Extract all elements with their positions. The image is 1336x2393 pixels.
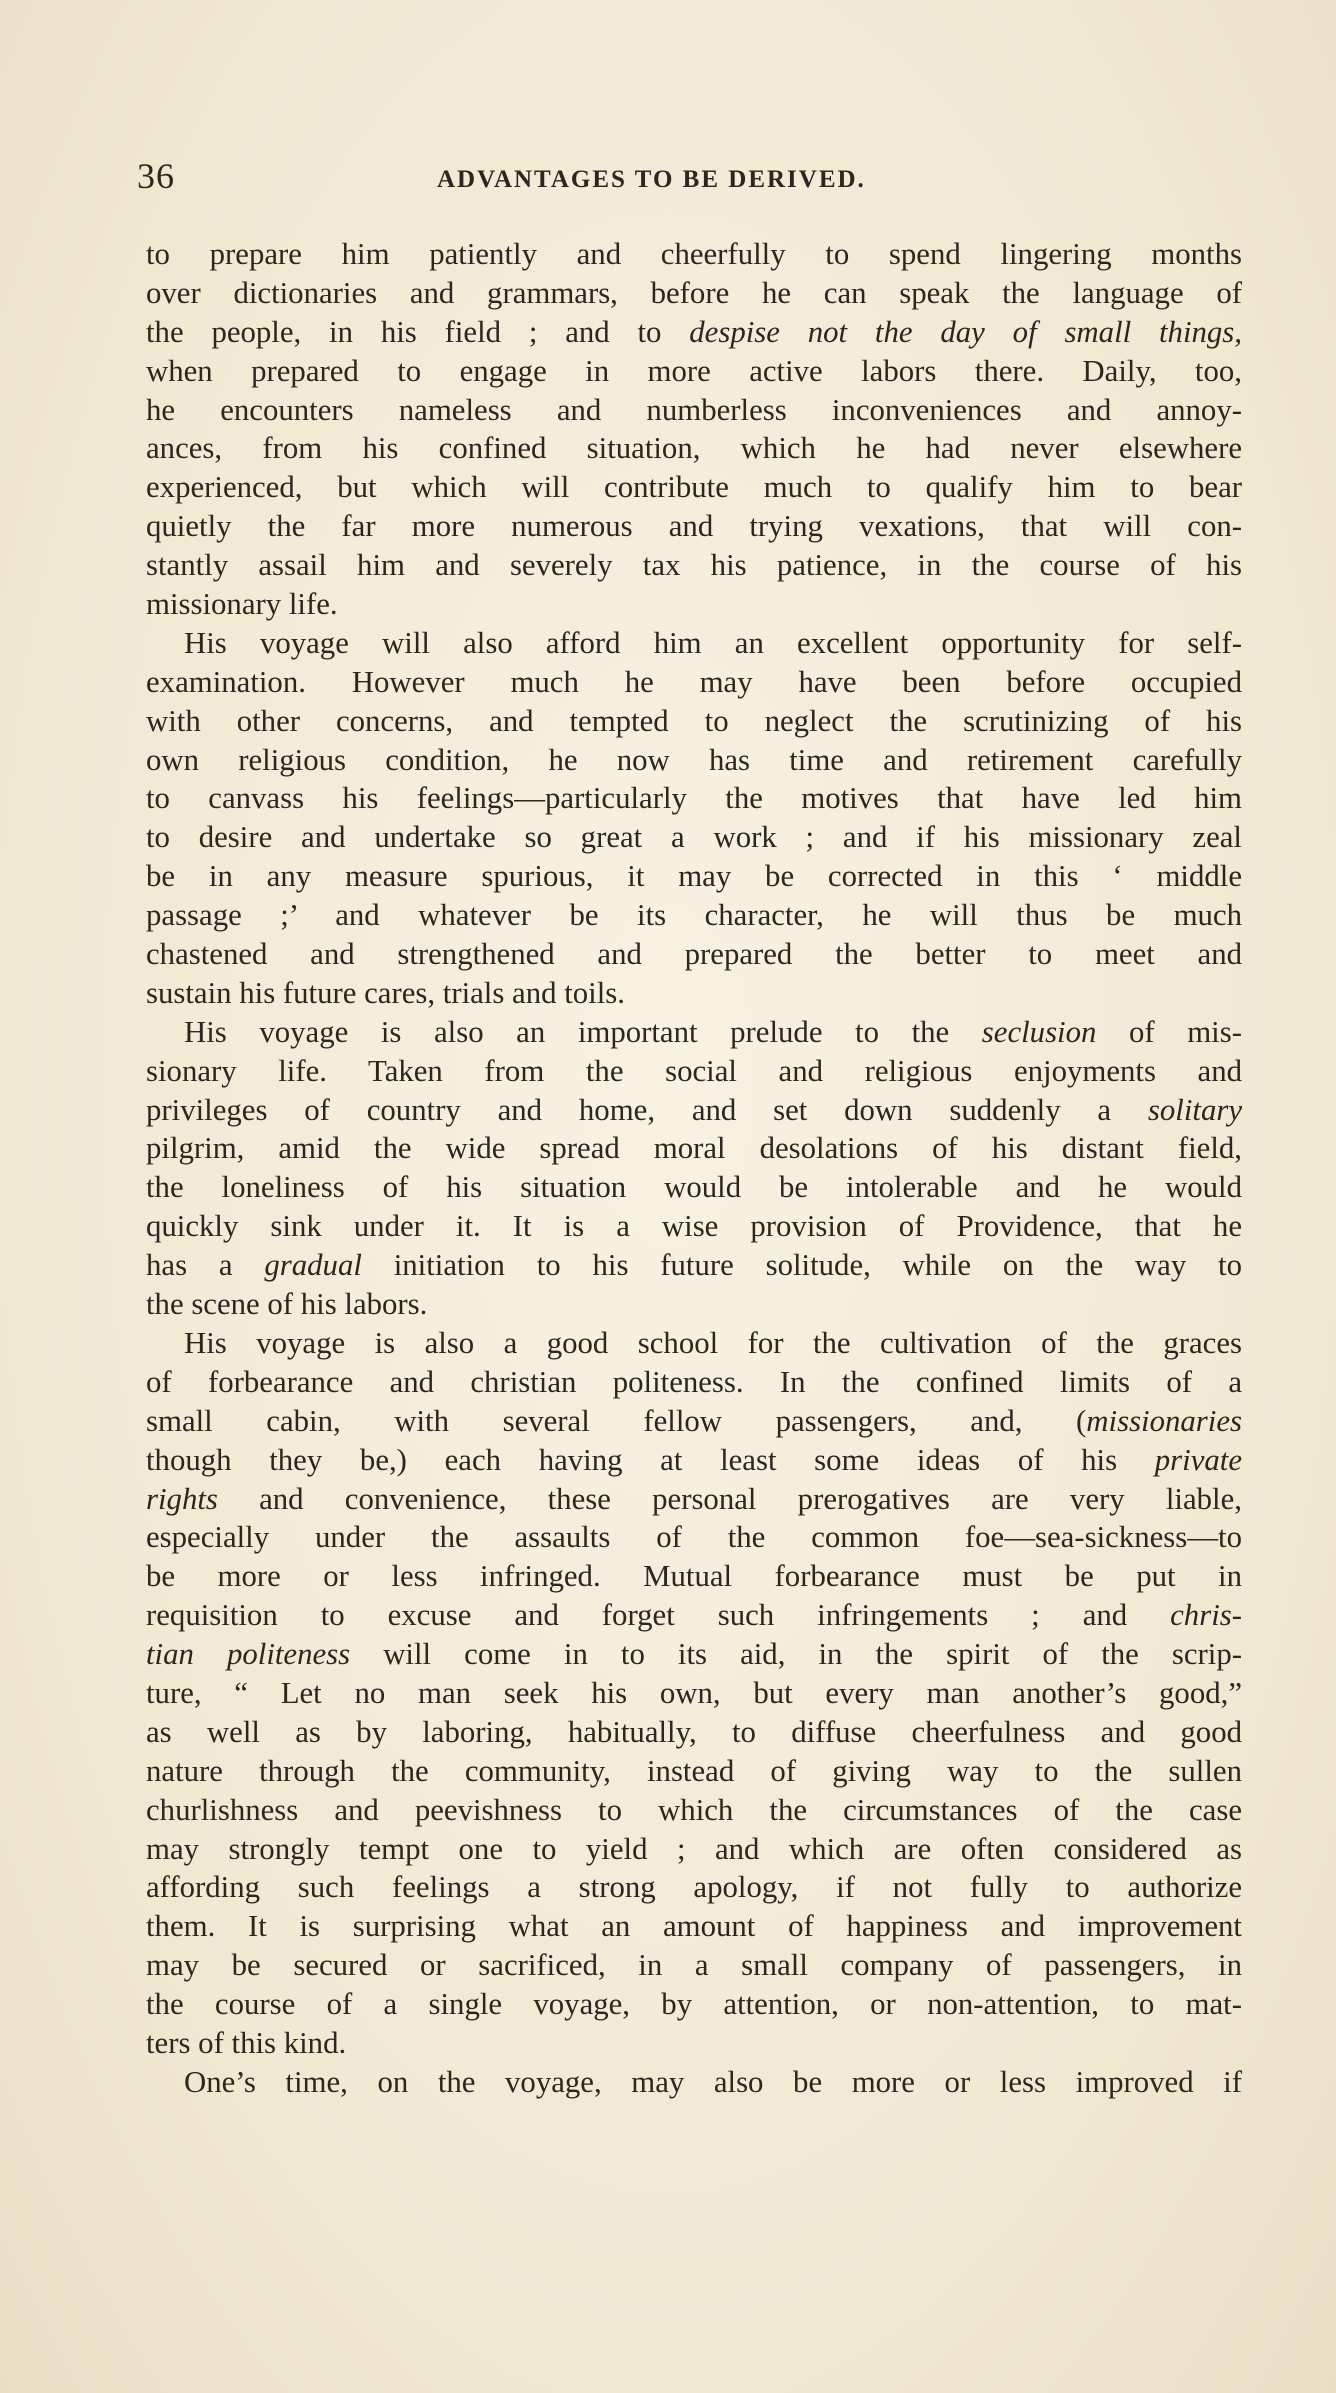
text-line <box>146 818 1242 857</box>
text-segment: pilgrim, amid the wide spread moral desolations of his distant field, <box>146 1131 1242 1166</box>
page-number: 36 <box>137 156 175 196</box>
text-segment: His voyage will also afford him an excellent opportunity for self- <box>184 625 1242 660</box>
text-segment: ture, “ Let no man seek his own, but every man another’s good,” <box>146 1675 1242 1710</box>
text-segment: of mis- <box>1096 1014 1242 1049</box>
text-segment: them. It is surprising what an amount of happiness and improvement <box>146 1909 1242 1944</box>
text-segment: the scene of his labors. <box>146 1287 428 1322</box>
page-header <box>137 155 1237 205</box>
text-segment: over dictionaries and grammars, before he can speak the language of <box>146 275 1242 310</box>
text-line <box>146 585 1242 624</box>
text-line <box>146 896 1242 935</box>
text-line <box>146 1907 1242 1946</box>
italic-text: solitary <box>1147 1092 1242 1127</box>
text-line <box>146 1830 1242 1869</box>
text-line <box>146 1052 1242 1091</box>
text-line <box>146 1363 1242 1402</box>
text-segment: privileges of country and home, and set down suddenly a <box>146 1092 1148 1127</box>
text-segment: be more or less infringed. Mutual forbearance must be put in <box>146 1559 1242 1594</box>
text-line <box>146 352 1242 391</box>
text-line <box>146 702 1242 741</box>
text-segment: nature through the community, instead of giving way to the sullen <box>146 1753 1242 1788</box>
italic-text: despise not the day of small things, <box>689 314 1242 349</box>
text-segment: ters of this kind. <box>146 2025 347 2060</box>
text-segment: examination. However much he may have been before occupied <box>146 664 1242 699</box>
text-line <box>146 741 1242 780</box>
text-line <box>146 1013 1242 1052</box>
text-segment: sustain his future cares, trials and toils. <box>146 975 625 1010</box>
text-line <box>146 313 1242 352</box>
text-segment: though they be,) each having at least some ideas of his <box>146 1442 1155 1477</box>
text-line <box>146 1480 1242 1519</box>
italic-text: gradual <box>264 1248 362 1283</box>
text-line <box>146 1168 1242 1207</box>
text-line <box>146 1441 1242 1480</box>
text-line <box>146 1557 1242 1596</box>
text-segment: requisition to excuse and forget such infringements ; and <box>146 1598 1171 1633</box>
text-segment: he encounters nameless and numberless inconveniences and annoy- <box>146 392 1242 427</box>
text-line <box>146 624 1242 663</box>
text-segment: small cabin, with several fellow passengers, and, ( <box>146 1403 1087 1438</box>
text-line <box>146 1635 1242 1674</box>
text-segment: quickly sink under it. It is a wise provision of Providence, that he <box>146 1209 1242 1244</box>
text-segment: His voyage is also an important prelude to the <box>184 1014 982 1049</box>
italic-text: private <box>1154 1442 1242 1477</box>
text-segment: has a <box>146 1248 265 1283</box>
text-line <box>146 1402 1242 1441</box>
text-line <box>146 779 1242 818</box>
text-line <box>146 935 1242 974</box>
text-line <box>146 857 1242 896</box>
text-line <box>146 1246 1242 1285</box>
text-line <box>146 507 1242 546</box>
text-line <box>146 1091 1242 1130</box>
text-line <box>146 429 1242 468</box>
text-line <box>146 2063 1242 2102</box>
text-line <box>146 1946 1242 1985</box>
text-line <box>146 274 1242 313</box>
text-segment: be in any measure spurious, it may be corrected in this ‘ middle <box>146 859 1242 894</box>
text-line <box>146 1752 1242 1791</box>
text-segment: and convenience, these personal prerogatives are very liable, <box>217 1481 1242 1516</box>
text-segment: quietly the far more numerous and trying vexations, that will con- <box>146 509 1242 544</box>
italic-text: chris- <box>1170 1598 1242 1633</box>
text-segment: the course of a single voyage, by attention, or non-attention, to mat- <box>146 1987 1242 2022</box>
text-segment: experienced, but which will contribute much to qualify him to bear <box>146 470 1242 505</box>
text-line <box>146 1324 1242 1363</box>
text-segment: the people, in his field ; and to <box>146 314 690 349</box>
text-line <box>146 1129 1242 1168</box>
text-segment: ances, from his confined situation, which he had never elsewhere <box>146 431 1242 466</box>
text-segment: initiation to his future solitude, while on the way to <box>361 1248 1242 1283</box>
text-line <box>146 391 1242 430</box>
italic-text: tian politeness <box>146 1637 351 1672</box>
text-segment: especially under the assaults of the common foe—sea-sickness—to <box>146 1520 1242 1555</box>
text-line <box>146 468 1242 507</box>
text-segment: of forbearance and christian politeness. In the confined limits of a <box>146 1364 1242 1399</box>
text-segment: chastened and strengthened and prepared the better to meet and <box>146 937 1242 972</box>
text-line <box>146 663 1242 702</box>
text-line <box>146 235 1242 274</box>
text-segment: stantly assail him and severely tax his patience, in the course of his <box>146 548 1242 583</box>
text-line <box>146 1285 1242 1324</box>
text-segment: to prepare him patiently and cheerfully to spend lingering months <box>146 237 1242 271</box>
text-segment: passage ;’ and whatever be its character, he will thus be much <box>146 898 1242 933</box>
text-segment: may strongly tempt one to yield ; and which are often considered as <box>146 1831 1242 1866</box>
text-segment: to canvass his feelings—particularly the motives that have led him <box>146 781 1242 816</box>
text-line <box>146 1596 1242 1635</box>
text-line <box>146 1674 1242 1713</box>
italic-text: missionaries <box>1086 1403 1242 1438</box>
text-segment: His voyage is also a good school for the cultivation of the graces <box>184 1325 1242 1360</box>
text-line <box>146 1791 1242 1830</box>
text-line <box>146 974 1242 1013</box>
italic-text: seclusion <box>981 1014 1097 1049</box>
text-segment: affording such feelings a strong apology, if not fully to authorize <box>146 1870 1242 1905</box>
text-line <box>146 2024 1242 2063</box>
text-segment: when prepared to engage in more active labors there. Daily, too, <box>146 353 1242 388</box>
text-line <box>146 1518 1242 1557</box>
text-segment: churlishness and peevishness to which the circumstances of the case <box>146 1792 1242 1827</box>
text-segment: the loneliness of his situation would be intolerable and he would <box>146 1170 1242 1205</box>
italic-text: rights <box>146 1481 218 1516</box>
text-segment: as well as by laboring, habitually, to diffuse cheerfulness and good <box>146 1714 1242 1749</box>
text-segment: sionary life. Taken from the social and religious enjoyments and <box>146 1053 1242 1088</box>
text-line <box>146 1868 1242 1907</box>
text-segment: One’s time, on the voyage, may also be more or less improved if <box>184 2064 1242 2099</box>
text-line <box>146 1713 1242 1752</box>
body-text <box>146 235 1242 2102</box>
text-line <box>146 1985 1242 2024</box>
text-segment: will come in to its aid, in the spirit of the scrip- <box>350 1637 1242 1672</box>
running-head: ADVANTAGES TO BE DERIVED. <box>437 166 866 193</box>
text-segment: to desire and undertake so great a work ; and if his missionary zeal <box>146 820 1242 855</box>
text-line <box>146 1207 1242 1246</box>
text-segment: own religious condition, he now has time and retirement carefully <box>146 742 1242 777</box>
text-segment: missionary life. <box>146 587 338 622</box>
text-segment: with other concerns, and tempted to neglect the scrutinizing of his <box>146 703 1242 738</box>
text-line <box>146 546 1242 585</box>
text-segment: may be secured or sacrificed, in a small company of passengers, in <box>146 1948 1242 1983</box>
